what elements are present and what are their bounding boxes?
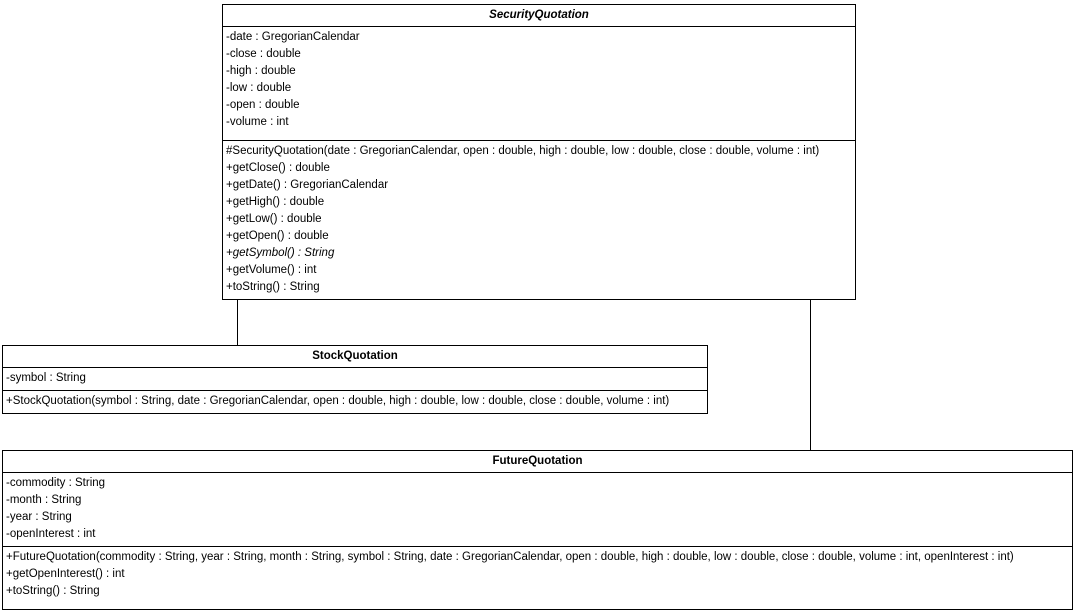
class-box-security-quotation[interactable] <box>222 4 856 300</box>
attributes-compartment-stock-quotation <box>3 368 707 391</box>
operation-item: +getLow() : double <box>226 213 322 225</box>
class-title-stock-quotation: StockQuotation <box>3 346 707 368</box>
attributes-compartment-security-quotation <box>223 27 855 141</box>
class-title-security-quotation: SecurityQuotation <box>223 5 855 27</box>
compartment-spacer <box>3 600 1072 606</box>
attribute-item: -year : String <box>6 511 72 523</box>
operation-item: +getClose() : double <box>226 162 330 174</box>
attribute-item: -openInterest : int <box>6 528 96 540</box>
class-box-stock-quotation[interactable] <box>2 345 708 414</box>
attribute-item: -low : double <box>226 82 292 94</box>
operations-compartment-stock-quotation <box>3 391 707 413</box>
operation-item: +toString() : String <box>226 281 320 293</box>
operations-compartment-security-quotation <box>223 141 855 299</box>
operation-item: +toString() : String <box>6 585 100 597</box>
attribute-item: -open : double <box>226 99 300 111</box>
attribute-item: -symbol : String <box>6 372 86 384</box>
class-box-future-quotation[interactable] <box>2 450 1073 610</box>
operations-compartment-future-quotation <box>3 547 1072 609</box>
operation-item: +StockQuotation(symbol : String, date : GregorianCalendar, open : double, high : double, low : double, close : double, volume : int) <box>6 395 670 407</box>
attributes-compartment-future-quotation <box>3 473 1072 547</box>
operation-item: +FutureQuotation(commodity : String, year : String, month : String, symbol : String, date : GregorianCalendar, open : double, high : double, low : double, close : double, volume : int, openInterest : int) <box>6 551 1014 563</box>
operation-item: #SecurityQuotation(date : GregorianCalendar, open : double, high : double, low : double, close : double, volume : int) <box>226 145 820 157</box>
class-title-future-quotation: FutureQuotation <box>3 451 1072 473</box>
operation-item: +getOpenInterest() : int <box>6 568 125 580</box>
attribute-item: -volume : int <box>226 116 289 128</box>
operation-item: +getVolume() : int <box>226 264 317 276</box>
attribute-item: -date : GregorianCalendar <box>226 31 360 43</box>
attribute-item: -high : double <box>226 65 296 77</box>
generalization-line-future <box>810 288 811 451</box>
attribute-item: -close : double <box>226 48 301 60</box>
operation-item: +getOpen() : double <box>226 230 329 242</box>
operation-item: +getHigh() : double <box>226 196 325 208</box>
compartment-spacer <box>223 131 855 137</box>
operation-item: +getDate() : GregorianCalendar <box>226 179 389 191</box>
attribute-item: -commodity : String <box>6 477 106 489</box>
operation-item-abstract: +getSymbol() : String <box>226 247 335 259</box>
attribute-item: -month : String <box>6 494 82 506</box>
